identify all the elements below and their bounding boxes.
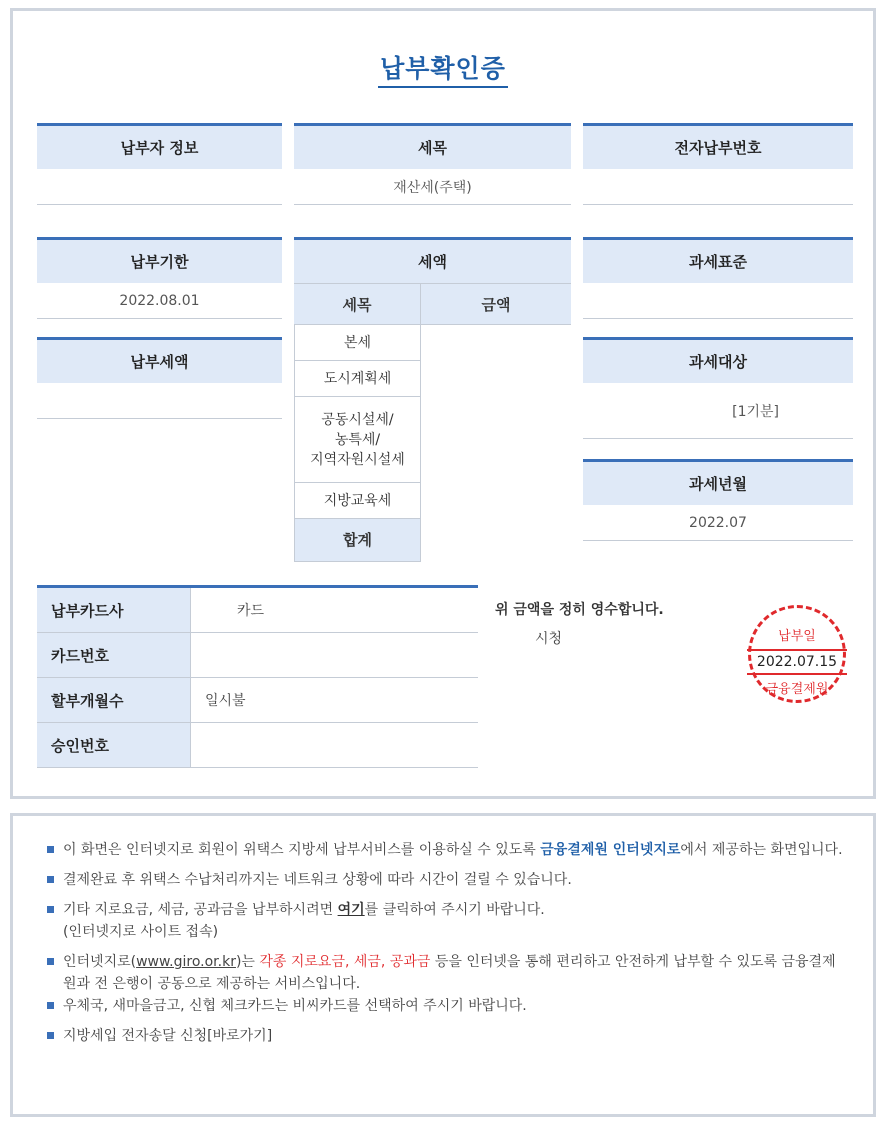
note-text: 우체국, 새마을금고, 신협 체크카드는 비씨카드를 선택하여 주시기 바랍니다. [63, 998, 527, 1014]
issuing-office: 시청 [535, 631, 563, 647]
note-text: 를 클릭하여 주시기 바랍니다. [364, 902, 545, 918]
tax-item-box [294, 123, 571, 205]
giro-link[interactable]: 금융결제원 인터넷지로 [540, 842, 681, 858]
giro-url-link[interactable]: www.giro.or.kr [136, 954, 236, 970]
tax-row-item: 도시계획세 [295, 361, 420, 397]
tax-row-amount [421, 361, 571, 397]
note-text: (인터넷지로 사이트 접속) [63, 924, 219, 940]
paid-amount-box [37, 337, 282, 419]
tax-amount-header: 세액 [294, 237, 571, 283]
tax-row-item: 지방교육세 [295, 483, 420, 519]
note-text: 인터넷지로( [63, 954, 137, 970]
tax-row-amount [421, 483, 571, 519]
table-row [37, 723, 478, 768]
tax-item-header: 세목 [294, 123, 571, 169]
note-text: 기타 지로요금, 세금, 공과금을 납부하시려면 [63, 902, 338, 918]
card-company-label: 납부카드사 [37, 588, 191, 632]
payer-info-value [37, 169, 282, 205]
epay-number-header: 전자납부번호 [583, 123, 853, 169]
due-date-box [37, 237, 282, 319]
table-row [37, 678, 478, 723]
tax-period-value: 2022.07 [583, 505, 853, 541]
tax-amount-table [294, 237, 571, 562]
notice-list [47, 839, 847, 1055]
due-date-value: 2022.08.01 [37, 283, 282, 319]
note-text: )는 [235, 954, 260, 970]
card-company-value: 카드 [237, 603, 265, 619]
receipt-statement: 위 금액을 정히 영수합니다. [495, 602, 664, 618]
tax-total-value [421, 519, 571, 562]
tax-target-header: 과세대상 [583, 337, 853, 383]
epay-number-value [583, 169, 853, 205]
card-number-label: 카드번호 [37, 633, 191, 677]
list-item [47, 995, 847, 1017]
bullet-icon [47, 906, 54, 913]
list-item [47, 951, 847, 995]
table-row [37, 633, 478, 678]
table-row [37, 588, 478, 633]
installment-label: 할부개월수 [37, 678, 191, 722]
approval-number-value [191, 723, 478, 767]
installment-value: 일시불 [205, 693, 246, 709]
bullet-icon [47, 876, 54, 883]
paid-amount-value [37, 383, 282, 419]
col-amount: 금액 [421, 283, 571, 325]
tax-row-amount [421, 397, 571, 483]
stamp-title: 납부일 [778, 629, 816, 644]
stamp-date: 2022.07.15 [747, 649, 847, 675]
notice-panel [10, 813, 876, 1117]
col-tax-item: 세목 [294, 283, 421, 325]
here-link[interactable]: 여기 [337, 902, 365, 918]
tax-total-label: 합계 [295, 519, 420, 562]
e-delivery-link[interactable]: 지방세입 전자송달 신청[바로가기] [63, 1028, 273, 1044]
payment-stamp [748, 605, 846, 703]
card-number-value [191, 633, 478, 677]
receipt-panel [10, 8, 876, 799]
note-text: 에서 제공하는 화면입니다. [680, 842, 843, 858]
payer-info-box [37, 123, 282, 205]
list-item [47, 899, 847, 943]
due-date-header: 납부기한 [37, 237, 282, 283]
bullet-icon [47, 846, 54, 853]
approval-number-label: 승인번호 [37, 723, 191, 767]
tax-row-amount [421, 325, 571, 361]
tax-base-value [583, 283, 853, 319]
tax-item-value: 재산세(주택) [294, 169, 571, 205]
tax-row-item: 공동시설세/ 농특세/ 지역자원시설세 [295, 397, 420, 483]
tax-row-item: 본세 [295, 325, 420, 361]
tax-base-box [583, 237, 853, 319]
tax-base-header: 과세표준 [583, 237, 853, 283]
tax-target-box [583, 337, 853, 439]
payer-info-header: 납부자 정보 [37, 123, 282, 169]
list-item [47, 839, 847, 861]
bullet-icon [47, 1032, 54, 1039]
tax-target-value: [1기분] [583, 383, 853, 439]
bullet-icon [47, 958, 54, 965]
page-title: 납부확인증 [13, 49, 873, 85]
bullet-icon [47, 1002, 54, 1009]
note-highlight: 각종 지로요금, 세금, 공과금 [259, 954, 431, 970]
note-text: 결제완료 후 위택스 수납처리까지는 네트워크 상황에 따라 시간이 걸릴 수 있습니다. [63, 872, 572, 888]
note-text: 이 화면은 인터넷지로 회원이 위택스 지방세 납부서비스를 이용하실 수 있도록 [63, 842, 541, 858]
epay-number-box [583, 123, 853, 205]
list-item [47, 869, 847, 891]
tax-period-header: 과세년월 [583, 459, 853, 505]
list-item[interactable] [47, 1025, 847, 1047]
stamp-issuer: 금융결제원 [765, 682, 829, 697]
card-info-table [37, 585, 478, 768]
paid-amount-header: 납부세액 [37, 337, 282, 383]
note-text: 등을 인터넷을 통해 편리하고 안전하게 납부할 수 있도록 금융결제원과 전 은행이 공동으로 제공하는 서비스입니다. [63, 954, 836, 992]
tax-period-box [583, 459, 853, 541]
